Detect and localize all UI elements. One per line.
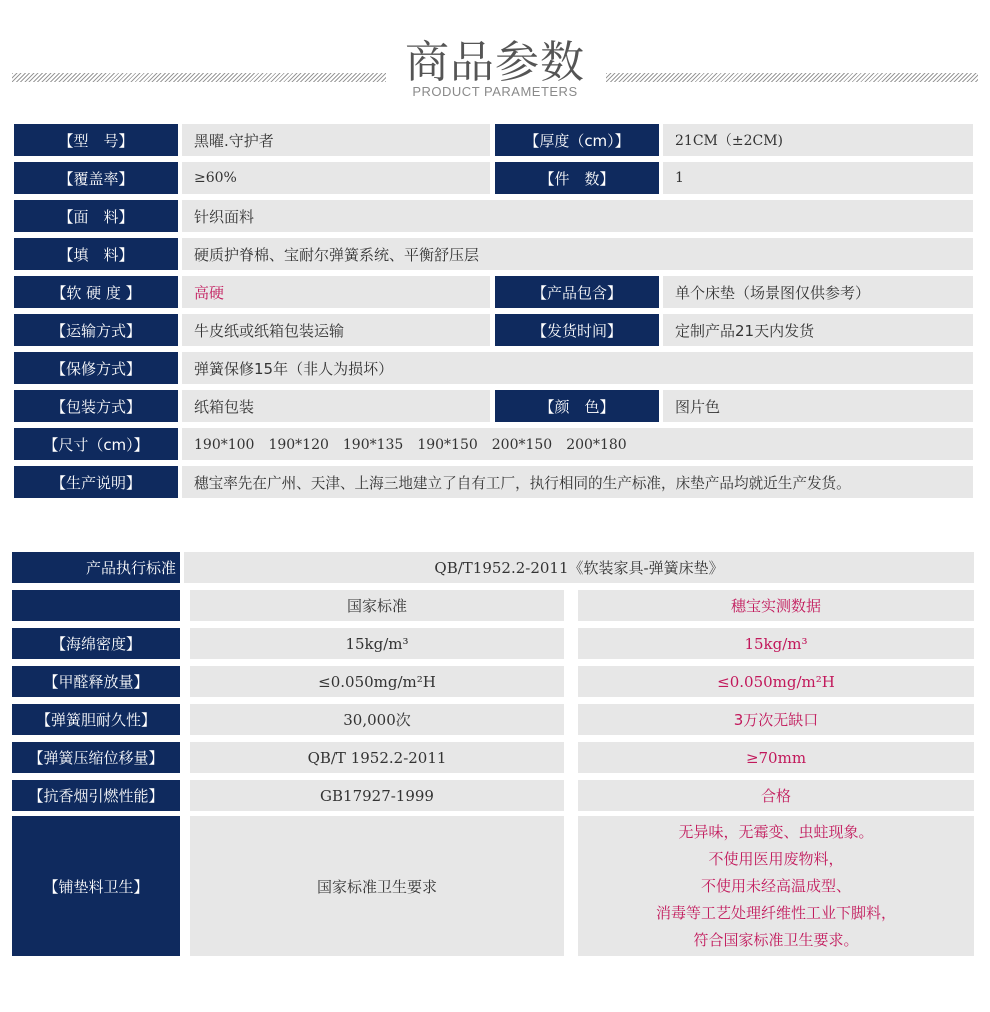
std-measured-sponge-density: 15kg/m³ — [578, 628, 974, 659]
param-label-size: 【尺寸（cm）】 — [14, 428, 178, 460]
page-subtitle: PRODUCT PARAMETERS — [412, 84, 578, 99]
param-value-firmness: 高硬 — [182, 276, 490, 308]
param-label-filling: 【填 料】 — [14, 238, 178, 270]
param-value-size: 190*100 190*120 190*135 190*150 200*150 200*180 — [182, 428, 973, 460]
param-label-quantity: 【件 数】 — [495, 162, 659, 194]
param-label-packaging: 【包装方式】 — [14, 390, 178, 422]
hygiene-line: 符合国家标准卫生要求。 — [693, 930, 859, 949]
std-measured-formaldehyde: ≤0.050mg/m²H — [578, 666, 974, 697]
col-header-national: 国家标准 — [190, 590, 564, 621]
std-measured-spring-displacement: ≥70mm — [578, 742, 974, 773]
std-label-spring-displacement: 【弹簧压缩位移量】 — [12, 742, 180, 773]
param-label-model: 【型 号】 — [14, 124, 178, 156]
col-header-measured: 穗宝实测数据 — [578, 590, 974, 621]
std-label-formaldehyde: 【甲醛释放量】 — [12, 666, 180, 697]
param-label-fabric: 【面 料】 — [14, 200, 178, 232]
std-label-sponge-density: 【海绵密度】 — [12, 628, 180, 659]
hygiene-line: 不使用未经高温成型、 — [700, 876, 851, 895]
param-value-quantity: 1 — [663, 162, 973, 194]
section-header — [0, 20, 990, 110]
param-label-delivery-time: 【发货时间】 — [495, 314, 659, 346]
hygiene-line: 不使用医用废物料， — [708, 849, 844, 868]
exec-standard-label: 产品执行标准 — [12, 552, 180, 583]
param-value-includes: 单个床垫（场景图仅供参考） — [663, 276, 973, 308]
param-label-firmness: 【软 硬 度 】 — [14, 276, 178, 308]
param-value-shipping: 牛皮纸或纸箱包装运输 — [182, 314, 490, 346]
std-label-spring-durability: 【弹簧胆耐久性】 — [12, 704, 180, 735]
param-value-fabric: 针织面料 — [182, 200, 973, 232]
std-national-hygiene: 国家标准卫生要求 — [190, 816, 564, 956]
page-title: 商品参数 — [405, 37, 585, 88]
param-value-thickness: 21CM（±2CM) — [663, 124, 973, 156]
exec-standard-value: QB/T1952.2-2011《软装家具-弹簧床垫》 — [184, 552, 974, 583]
param-value-coverage: ≥60% — [182, 162, 490, 194]
hygiene-line: 无异味，无霉变、虫蛀现象。 — [678, 822, 874, 841]
std-national-cigarette-ignition: GB17927-1999 — [190, 780, 564, 811]
hatch-divider-right — [606, 73, 978, 82]
param-label-thickness: 【厚度（cm）】 — [495, 124, 659, 156]
param-value-model: 黑曜.守护者 — [182, 124, 490, 156]
param-label-warranty: 【保修方式】 — [14, 352, 178, 384]
hygiene-line: 消毒等工艺处理纤维性工业下脚料， — [655, 903, 896, 922]
std-national-spring-durability: 30,000次 — [190, 704, 564, 735]
std-label-hygiene: 【铺垫料卫生】 — [12, 816, 180, 956]
std-national-sponge-density: 15kg/m³ — [190, 628, 564, 659]
std-measured-spring-durability: 3万次无缺口 — [578, 704, 974, 735]
param-label-production: 【生产说明】 — [14, 466, 178, 498]
param-value-production: 穗宝率先在广州、天津、上海三地建立了自有工厂，执行相同的生产标准，床垫产品均就近生产发货。 — [182, 466, 973, 498]
param-value-filling: 硬质护脊棉、宝耐尔弹簧系统、平衡舒压层 — [182, 238, 973, 270]
header-empty-cell — [12, 590, 180, 621]
std-national-spring-displacement: QB/T 1952.2-2011 — [190, 742, 564, 773]
param-value-color: 图片色 — [663, 390, 973, 422]
param-label-coverage: 【覆盖率】 — [14, 162, 178, 194]
std-measured-hygiene — [578, 816, 974, 956]
std-national-formaldehyde: ≤0.050mg/m²H — [190, 666, 564, 697]
hatch-divider-left — [12, 73, 386, 82]
param-label-includes: 【产品包含】 — [495, 276, 659, 308]
std-label-cigarette-ignition: 【抗香烟引燃性能】 — [12, 780, 180, 811]
param-label-color: 【颜 色】 — [495, 390, 659, 422]
param-value-warranty: 弹簧保修15年（非人为损坏） — [182, 352, 973, 384]
param-value-delivery-time: 定制产品21天内发货 — [663, 314, 973, 346]
std-measured-cigarette-ignition: 合格 — [578, 780, 974, 811]
param-value-packaging: 纸箱包装 — [182, 390, 490, 422]
param-label-shipping: 【运输方式】 — [14, 314, 178, 346]
